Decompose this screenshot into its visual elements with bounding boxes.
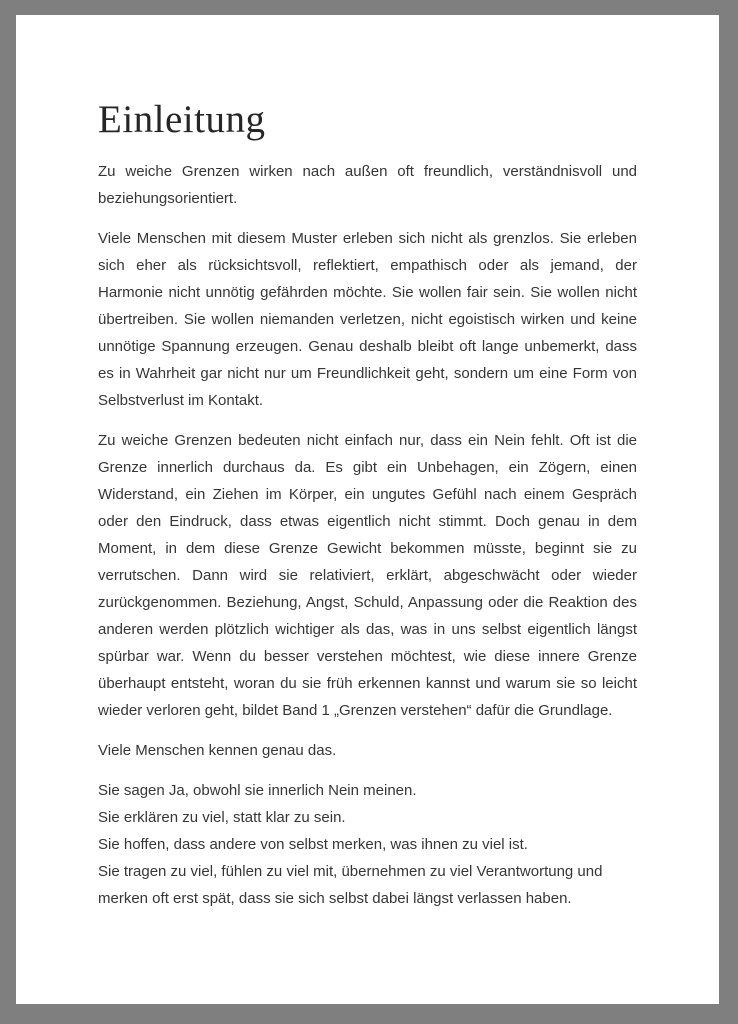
paragraph: Viele Menschen mit diesem Muster erleben sich nicht als grenzlos. Sie erleben sich eher als rücksichtsvoll, reflektiert, empathisch oder als jemand, der Harmonie nicht unnötig gefährden möchte. Sie wollen fair sein. Sie wollen nicht übertreiben. Sie wollen niemanden verletzen, nicht egoistisch wirken und keine unnötige Spannung erzeugen. Genau deshalb bleibt oft lange unbemerkt, dass es in Wahrheit gar nicht nur um Freundlichkeit geht, sondern um eine Form von Selbstverlust im Kontakt. — [98, 229, 637, 409]
paragraph: Viele Menschen kennen genau das. — [98, 741, 337, 759]
document-page — [16, 15, 719, 1004]
statement-line: Sie tragen zu viel, fühlen zu viel mit, übernehmen zu viel Verantwortung und merken oft erst spät, dass sie sich selbst dabei längst verlassen haben. — [98, 862, 603, 907]
intro-paragraph: Zu weiche Grenzen wirken nach außen oft freundlich, verständnisvoll und beziehungsorientiert. — [98, 162, 637, 207]
statement-line: Sie sagen Ja, obwohl sie innerlich Nein meinen. — [98, 781, 417, 799]
chapter-title: Einleitung — [98, 98, 266, 141]
statement-line: Sie erklären zu viel, statt klar zu sein. — [98, 808, 346, 826]
body-text — [98, 158, 637, 764]
statement-line: Sie hoffen, dass andere von selbst merken, was ihnen zu viel ist. — [98, 835, 528, 853]
page-content — [16, 15, 719, 912]
paragraph: Zu weiche Grenzen bedeuten nicht einfach nur, dass ein Nein fehlt. Oft ist die Grenze innerlich durchaus da. Es gibt ein Unbehagen, ein Zögern, einen Widerstand, ein Ziehen im Körper, ein ungutes Gefühl nach einem Gespräch oder den Eindruck, dass etwas eigentlich nicht stimmt. Doch genau in dem Moment, in dem diese Grenze Gewicht bekommen müsste, beginnt sie zu verrutschen. Dann wird sie relativiert, erklärt, abgeschwächt oder wieder zurückgenommen. Beziehung, Angst, Schuld, Anpassung oder die Reaktion des anderen werden plötzlich wichtiger als das, was in uns selbst eigentlich längst spürbar war. Wenn du besser verstehen möchtest, wie diese innere Grenze überhaupt entsteht, woran du sie früh erkennen kannst und warum sie so leicht wieder verloren geht, bildet Band 1 „Grenzen verstehen“ dafür die Grundlage. — [98, 431, 637, 719]
statement-list — [98, 777, 637, 912]
